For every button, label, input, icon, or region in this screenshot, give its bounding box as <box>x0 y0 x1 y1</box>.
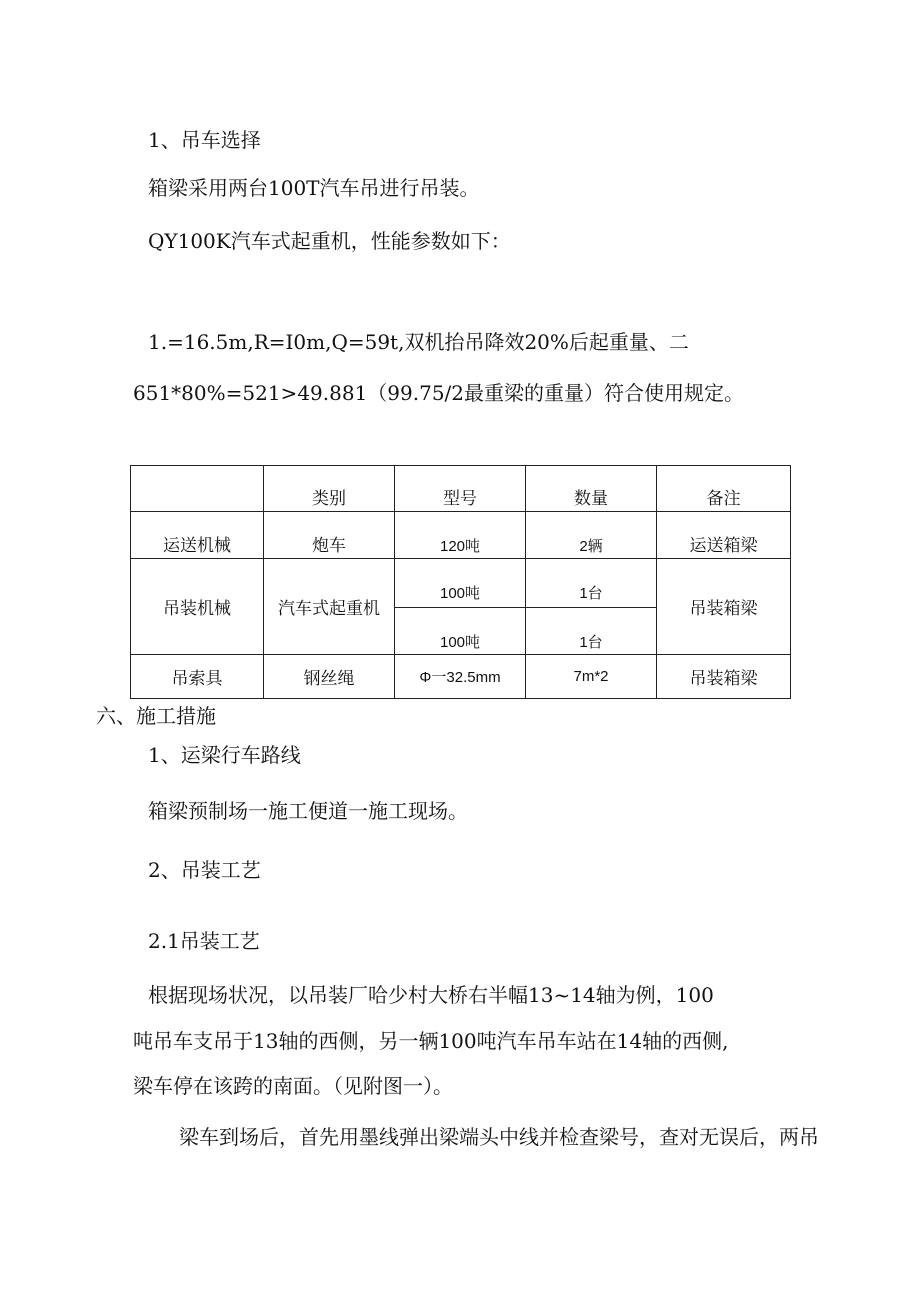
paragraph-beam-arrival: 梁车到场后，首先用墨线弹出梁端头中线并检查梁号，查对无误后，两吊 <box>179 1125 819 1149</box>
table-row <box>131 512 791 559</box>
table-header-row <box>131 466 791 512</box>
paragraph-site-condition-line1: 根据现场状况，以吊装厂哈少村大桥右半幅13~14轴为例，100 <box>148 983 714 1007</box>
table-cell: 1台 <box>526 559 657 608</box>
table-cell: 汽车式起重机 <box>264 559 395 655</box>
table-header-cell: 型号 <box>395 466 526 512</box>
paragraph-site-condition-line2: 吨吊车支吊于13轴的西侧，另一辆100吨汽车吊车站在14轴的西侧, <box>133 1029 729 1053</box>
table-cell: 120吨 <box>395 512 526 559</box>
table-cell: 吊装箱梁 <box>657 655 791 699</box>
paragraph-route: 箱梁预制场一施工便道一施工现场。 <box>148 799 468 823</box>
table-cell: 吊装箱梁 <box>657 559 791 655</box>
table-header-cell: 类别 <box>264 466 395 512</box>
table-cell: 吊装机械 <box>131 559 264 655</box>
table-cell: 7m*2 <box>526 655 657 699</box>
table-header-cell: 数量 <box>526 466 657 512</box>
table-cell: 2辆 <box>526 512 657 559</box>
table-row <box>131 559 791 608</box>
table-cell: 钢丝绳 <box>264 655 395 699</box>
section-heading-crane-selection: 1、吊车选择 <box>148 128 261 152</box>
table-cell: 100吨 <box>395 559 526 608</box>
paragraph-lift-calc: 651*80%=521>49.881（99.75/2最重梁的重量）符合使用规定。 <box>133 381 745 405</box>
table-cell: 吊索具 <box>131 655 264 699</box>
subsection-heading-lifting-process: 2.1吊装工艺 <box>148 929 260 953</box>
table-header-cell <box>131 466 264 512</box>
section-heading-lifting-process: 2、吊装工艺 <box>148 858 261 882</box>
table-cell: 运送箱梁 <box>657 512 791 559</box>
table-header-cell: 备注 <box>657 466 791 512</box>
table-row <box>131 655 791 699</box>
table-cell: 运送机械 <box>131 512 264 559</box>
paragraph-site-condition-line3: 梁车停在该跨的南面。（见附图一）。 <box>133 1074 453 1098</box>
chapter-heading-construction-measures: 六、施工措施 <box>96 704 216 728</box>
table-cell: Φ一32.5mm <box>395 655 526 699</box>
table-cell: 100吨 <box>395 608 526 655</box>
section-heading-beam-transport-route: 1、运梁行车路线 <box>148 743 301 767</box>
table-cell: 1台 <box>526 608 657 655</box>
equipment-table <box>130 465 791 699</box>
paragraph-crane-model: QY100K汽车式起重机，性能参数如下： <box>148 229 511 253</box>
paragraph-lift-params: 1.=16.5m,R=I0m,Q=59t,双机抬吊降效20%后起重量、二 <box>148 330 689 354</box>
paragraph-crane-usage: 箱梁采用两台100T汽车吊进行吊装。 <box>148 176 480 200</box>
table-cell: 炮车 <box>264 512 395 559</box>
